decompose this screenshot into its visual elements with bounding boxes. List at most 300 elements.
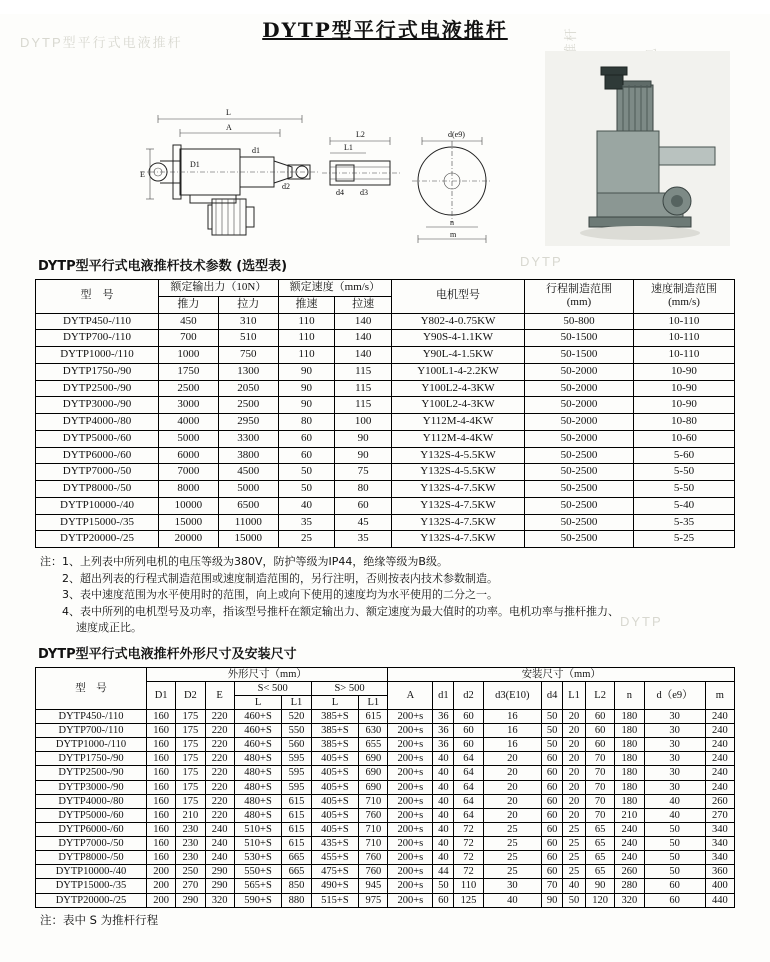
table-cell: 60 (335, 497, 392, 514)
table-cell: 450 (159, 313, 219, 330)
svg-text:L: L (226, 108, 231, 117)
cell-model: DYTP8000-/50 (36, 481, 159, 498)
table-cell: 40 (433, 780, 454, 794)
table-cell: 64 (454, 780, 483, 794)
svg-text:d3: d3 (360, 188, 368, 197)
table-cell: 15000 (218, 531, 278, 548)
table-cell: 200+s (388, 865, 433, 879)
table-cell: 72 (454, 865, 483, 879)
table-cell: 590+S (234, 893, 282, 907)
table-cell: 690 (359, 766, 388, 780)
table-cell: 50-2000 (525, 430, 634, 447)
table-cell: 10-110 (634, 347, 735, 364)
table-cell: 850 (282, 879, 311, 893)
table-cell: 50-2500 (525, 447, 634, 464)
table-cell: 220 (205, 766, 234, 780)
table-cell: 160 (147, 822, 176, 836)
table-cell: 480+S (234, 752, 282, 766)
table-cell: 10-110 (634, 313, 735, 330)
table-cell: 1750 (159, 363, 219, 380)
cell-model: DYTP10000-/40 (36, 865, 147, 879)
table-row (36, 514, 735, 531)
table-cell: 240 (705, 780, 734, 794)
table-row (36, 794, 735, 808)
table-cell: 200+s (388, 766, 433, 780)
table-row (36, 752, 735, 766)
table-row (36, 893, 735, 907)
table-cell: 40 (433, 822, 454, 836)
header-L1-install: L1 (563, 681, 586, 709)
note-line (62, 604, 730, 621)
cell-model: DYTP1750-/90 (36, 363, 159, 380)
table-cell: 340 (705, 851, 734, 865)
table-cell: 630 (359, 724, 388, 738)
cell-model: DYTP6000-/60 (36, 822, 147, 836)
table-cell: 240 (705, 709, 734, 723)
watermark-text: DYTP型平行式电液推杆 (20, 35, 183, 50)
table-cell: Y90L-4-1.5KW (392, 347, 525, 364)
table-cell: 230 (176, 822, 205, 836)
table-cell: 125 (454, 893, 483, 907)
header-L1-gt: L1 (359, 695, 388, 709)
table-row (36, 851, 735, 865)
table-cell: 240 (705, 752, 734, 766)
table-cell: 4500 (218, 464, 278, 481)
table-cell: 20 (483, 752, 541, 766)
table-cell: 475+S (311, 865, 359, 879)
table-cell: 36 (433, 738, 454, 752)
table-cell: 750 (218, 347, 278, 364)
table-cell: 595 (282, 752, 311, 766)
table-cell: 10-90 (634, 397, 735, 414)
table-cell: 405+S (311, 794, 359, 808)
table-cell: Y132S-4-7.5KW (392, 497, 525, 514)
table-cell: 40 (563, 879, 586, 893)
table-cell: 50-1500 (525, 347, 634, 364)
table-cell: 115 (335, 363, 392, 380)
technical-drawing (30, 49, 740, 249)
table-cell: 60 (644, 893, 705, 907)
table-row (36, 879, 735, 893)
table-cell: 20 (563, 752, 586, 766)
tech-heading-suffix: (选型表) (236, 259, 288, 274)
table-cell: 1000 (159, 347, 219, 364)
table-cell: 760 (359, 808, 388, 822)
table-row (36, 837, 735, 851)
table-cell: 80 (278, 414, 335, 431)
note-line (76, 620, 730, 637)
table-cell: 64 (454, 766, 483, 780)
table-cell: 615 (282, 808, 311, 822)
table-cell: 220 (205, 780, 234, 794)
table-cell: 90 (278, 397, 335, 414)
table-cell: 160 (147, 851, 176, 865)
header-d4: d4 (542, 681, 563, 709)
table-cell: 455+S (311, 851, 359, 865)
table-cell: 340 (705, 837, 734, 851)
table-cell: 25 (483, 865, 541, 879)
table-cell: 110 (278, 330, 335, 347)
table-cell: 16 (483, 738, 541, 752)
table-cell: 20 (563, 738, 586, 752)
table-cell: 200+s (388, 851, 433, 865)
table-cell: Y802-4-0.75KW (392, 313, 525, 330)
cell-model: DYTP15000-/35 (36, 514, 159, 531)
svg-text:d2: d2 (282, 182, 290, 191)
table-cell: 10-110 (634, 330, 735, 347)
document-page (0, 14, 770, 962)
table-row (36, 414, 735, 431)
table-cell: 20 (563, 780, 586, 794)
table-cell: 60 (542, 808, 563, 822)
table-cell: 40 (644, 808, 705, 822)
table-cell: 50-2500 (525, 531, 634, 548)
table-cell: 200+s (388, 837, 433, 851)
svg-text:L1: L1 (344, 143, 353, 152)
table-cell: 15000 (159, 514, 219, 531)
table-cell: 100 (335, 414, 392, 431)
table-cell: 460+S (234, 709, 282, 723)
table-cell: Y100L2-4-3KW (392, 380, 525, 397)
table-cell: 550 (282, 724, 311, 738)
table-cell: 290 (176, 893, 205, 907)
table-row (36, 464, 735, 481)
table-cell: 50-2500 (525, 481, 634, 498)
table-row (36, 347, 735, 364)
table-cell: 2950 (218, 414, 278, 431)
table-cell: 25 (563, 822, 586, 836)
table-cell: 140 (335, 330, 392, 347)
table-cell: 595 (282, 780, 311, 794)
table-cell: 64 (454, 808, 483, 822)
table-cell: 530+S (234, 851, 282, 865)
table-cell: 615 (282, 837, 311, 851)
table-cell: 45 (335, 514, 392, 531)
table-cell: 320 (205, 893, 234, 907)
dimensions-table-body (36, 709, 735, 907)
header-A: A (388, 681, 433, 709)
table-cell: 90 (278, 380, 335, 397)
table-row (36, 780, 735, 794)
table-cell: 7000 (159, 464, 219, 481)
table-cell: 975 (359, 893, 388, 907)
table-cell: Y132S-4-5.5KW (392, 464, 525, 481)
table-cell: 480+S (234, 780, 282, 794)
table-cell: 160 (147, 837, 176, 851)
table-cell: 175 (176, 709, 205, 723)
table-cell: 20 (563, 794, 586, 808)
table-cell: 36 (433, 709, 454, 723)
table-row (36, 822, 735, 836)
table-cell: 110 (278, 347, 335, 364)
svg-text:d1: d1 (252, 146, 260, 155)
table-cell: 65 (586, 865, 615, 879)
note-2: 2、超出列表的行程式制造范围或速度制造范围的，另行注明，否则按表内技术参数制造。 (62, 571, 498, 585)
header-stroke-range-text: 行程制造范围 (546, 282, 612, 295)
table-cell: 65 (586, 822, 615, 836)
table-cell: 760 (359, 851, 388, 865)
table-cell: 565+S (234, 879, 282, 893)
table-cell: 50 (278, 464, 335, 481)
table-cell: 710 (359, 794, 388, 808)
cell-model: DYTP700-/110 (36, 330, 159, 347)
table-cell: 115 (335, 380, 392, 397)
table-cell: 615 (282, 794, 311, 808)
table-header-row (36, 280, 735, 297)
table-cell: 64 (454, 752, 483, 766)
table-cell: 200 (147, 879, 176, 893)
table-cell: 560 (282, 738, 311, 752)
svg-text:m: m (450, 230, 457, 239)
table-cell: 72 (454, 837, 483, 851)
header-D1: D1 (147, 681, 176, 709)
table-cell: 480+S (234, 808, 282, 822)
table-cell: 25 (483, 822, 541, 836)
table-cell: 80 (335, 481, 392, 498)
table-cell: 115 (335, 397, 392, 414)
table-cell: 180 (615, 709, 644, 723)
table-cell: 320 (615, 893, 644, 907)
technical-parameters-table (35, 279, 735, 548)
header-L-gt: L (311, 695, 359, 709)
table-cell: 460+S (234, 738, 282, 752)
dim-section-heading: DYTP型平行式电液推杆外形尺寸及安装尺寸 (38, 646, 297, 662)
table-cell: 70 (586, 808, 615, 822)
table-cell: 5-25 (634, 531, 735, 548)
table-cell: Y100L2-4-3KW (392, 397, 525, 414)
table-cell: 180 (615, 780, 644, 794)
table-cell: 6500 (218, 497, 278, 514)
note-line (40, 554, 730, 571)
cell-model: DYTP20000-/25 (36, 893, 147, 907)
cell-model: DYTP5000-/60 (36, 808, 147, 822)
table-cell: 290 (205, 865, 234, 879)
table-cell: 200+s (388, 879, 433, 893)
table-cell: 280 (615, 879, 644, 893)
table-cell: 60 (542, 780, 563, 794)
header-L-lt: L (234, 695, 282, 709)
product-photo (545, 51, 730, 246)
table-cell: 8000 (159, 481, 219, 498)
table-cell: 310 (218, 313, 278, 330)
table-cell: 90 (278, 363, 335, 380)
cell-model: DYTP4000-/80 (36, 414, 159, 431)
table-cell: 510+S (234, 822, 282, 836)
table-cell: 250 (176, 865, 205, 879)
table-cell: 25 (483, 837, 541, 851)
table-cell: 50 (542, 738, 563, 752)
table-cell: 40 (433, 808, 454, 822)
table-cell: 3300 (218, 430, 278, 447)
page-title: DYTP型平行式电液推杆 (262, 18, 508, 42)
table-cell: 175 (176, 794, 205, 808)
table-cell: 50 (433, 879, 454, 893)
table-cell: 230 (176, 851, 205, 865)
table-cell: Y90S-4-1.1KW (392, 330, 525, 347)
cell-model: DYTP450-/110 (36, 313, 159, 330)
table-cell: 240 (205, 837, 234, 851)
header-push-force: 推力 (159, 296, 219, 313)
table-cell: 710 (359, 822, 388, 836)
table-cell: 50 (542, 724, 563, 738)
table-cell: 50 (644, 865, 705, 879)
table-cell: 10-60 (634, 430, 735, 447)
header-E: E (205, 681, 234, 709)
table-cell: 200+s (388, 794, 433, 808)
svg-text:E: E (140, 170, 145, 179)
table-cell: 20000 (159, 531, 219, 548)
table-cell: 5-50 (634, 481, 735, 498)
table-cell: 50 (644, 837, 705, 851)
table-cell: 70 (586, 752, 615, 766)
table-cell: 480+S (234, 766, 282, 780)
table-cell: 240 (615, 851, 644, 865)
table-cell: Y132S-4-7.5KW (392, 481, 525, 498)
cell-model: DYTP4000-/80 (36, 794, 147, 808)
table-cell: 385+S (311, 738, 359, 752)
svg-text:L2: L2 (356, 130, 365, 139)
table-cell: 60 (586, 724, 615, 738)
header-L2-install: L2 (586, 681, 615, 709)
table-cell: 760 (359, 865, 388, 879)
table-cell: 175 (176, 766, 205, 780)
table-cell: 60 (542, 752, 563, 766)
table-cell: 25 (483, 851, 541, 865)
cell-model: DYTP1750-/90 (36, 752, 147, 766)
table-cell: 40 (483, 893, 541, 907)
table-cell: 240 (705, 738, 734, 752)
table-cell: 25 (563, 851, 586, 865)
table-cell: 220 (205, 709, 234, 723)
header-d2: d2 (454, 681, 483, 709)
table-cell: 200+s (388, 822, 433, 836)
table-row (36, 808, 735, 822)
header-speed-range (634, 280, 735, 314)
header-s-lt-500: S< 500 (234, 681, 311, 695)
table-cell: 20 (483, 808, 541, 822)
table-cell: 20 (563, 709, 586, 723)
table-cell: 30 (644, 766, 705, 780)
table-cell: 40 (433, 794, 454, 808)
table-cell: 200+s (388, 752, 433, 766)
cell-model: DYTP15000-/35 (36, 879, 147, 893)
header-outline-dims: 外形尺寸（mm） (147, 667, 388, 681)
header-D2: D2 (176, 681, 205, 709)
table-cell: 50-2000 (525, 397, 634, 414)
table-cell: 945 (359, 879, 388, 893)
table-row (36, 724, 735, 738)
table-cell: 175 (176, 780, 205, 794)
header-L1-lt: L1 (282, 695, 311, 709)
table-cell: 65 (586, 851, 615, 865)
table-cell: 240 (615, 822, 644, 836)
table-cell: 240 (205, 851, 234, 865)
table-cell: 40 (433, 837, 454, 851)
table-cell: 615 (282, 822, 311, 836)
header-model: 型 号 (36, 667, 147, 709)
header-pull-speed: 拉速 (335, 296, 392, 313)
table-cell: 200+s (388, 738, 433, 752)
table-cell: 200+s (388, 780, 433, 794)
table-cell: 210 (176, 808, 205, 822)
table-cell: 60 (542, 822, 563, 836)
table-row (36, 738, 735, 752)
header-m: m (705, 681, 734, 709)
table-cell: 2500 (218, 397, 278, 414)
table-cell: 50 (563, 893, 586, 907)
table-cell: 5-35 (634, 514, 735, 531)
table-cell: 200+s (388, 808, 433, 822)
header-pull-force: 拉力 (218, 296, 278, 313)
table-cell: 260 (615, 865, 644, 879)
table-cell: 440 (705, 893, 734, 907)
header-push-speed: 推速 (278, 296, 335, 313)
table-cell: 60 (433, 893, 454, 907)
table-cell: 50-800 (525, 313, 634, 330)
table-row (36, 531, 735, 548)
table-cell: 385+S (311, 709, 359, 723)
table-row (36, 330, 735, 347)
table-cell: 180 (615, 752, 644, 766)
table-cell: 240 (205, 822, 234, 836)
table-cell: 690 (359, 780, 388, 794)
table-cell: 30 (644, 780, 705, 794)
table-cell: 11000 (218, 514, 278, 531)
table-cell: 60 (586, 738, 615, 752)
table-row (36, 497, 735, 514)
header-d3: d3(E10) (483, 681, 541, 709)
table-cell: 1300 (218, 363, 278, 380)
table-cell: 50-1500 (525, 330, 634, 347)
table-cell: 710 (359, 837, 388, 851)
table-cell: 210 (615, 808, 644, 822)
dimensions-table (35, 667, 735, 908)
svg-text:d(e9): d(e9) (448, 130, 465, 139)
table-cell: 405+S (311, 822, 359, 836)
tech-heading-text: DYTP型平行式电液推杆技术参数 (38, 259, 232, 274)
table-cell: 220 (205, 808, 234, 822)
table-cell: 44 (433, 865, 454, 879)
table-cell: 220 (205, 752, 234, 766)
table-cell: 405+S (311, 780, 359, 794)
cell-model: DYTP7000-/50 (36, 837, 147, 851)
header-n: n (615, 681, 644, 709)
table-cell: 90 (542, 893, 563, 907)
table-cell: 72 (454, 851, 483, 865)
table-cell: 30 (644, 738, 705, 752)
table-cell: 290 (205, 879, 234, 893)
table-cell: 20 (563, 808, 586, 822)
table-cell: 510 (218, 330, 278, 347)
table-cell: 60 (644, 879, 705, 893)
table-cell: 70 (586, 794, 615, 808)
table-cell: 405+S (311, 766, 359, 780)
table-cell: 3800 (218, 447, 278, 464)
table-cell: 385+S (311, 724, 359, 738)
table-cell: 240 (615, 837, 644, 851)
table-cell: 510+S (234, 837, 282, 851)
table-cell: 60 (454, 738, 483, 752)
note-line (62, 571, 730, 588)
table-cell: 70 (586, 766, 615, 780)
table-cell: 175 (176, 724, 205, 738)
table-cell: 60 (542, 851, 563, 865)
table-cell: 200+s (388, 724, 433, 738)
table-cell: 240 (705, 766, 734, 780)
table-cell: 4000 (159, 414, 219, 431)
table-row (36, 447, 735, 464)
table-row (36, 430, 735, 447)
